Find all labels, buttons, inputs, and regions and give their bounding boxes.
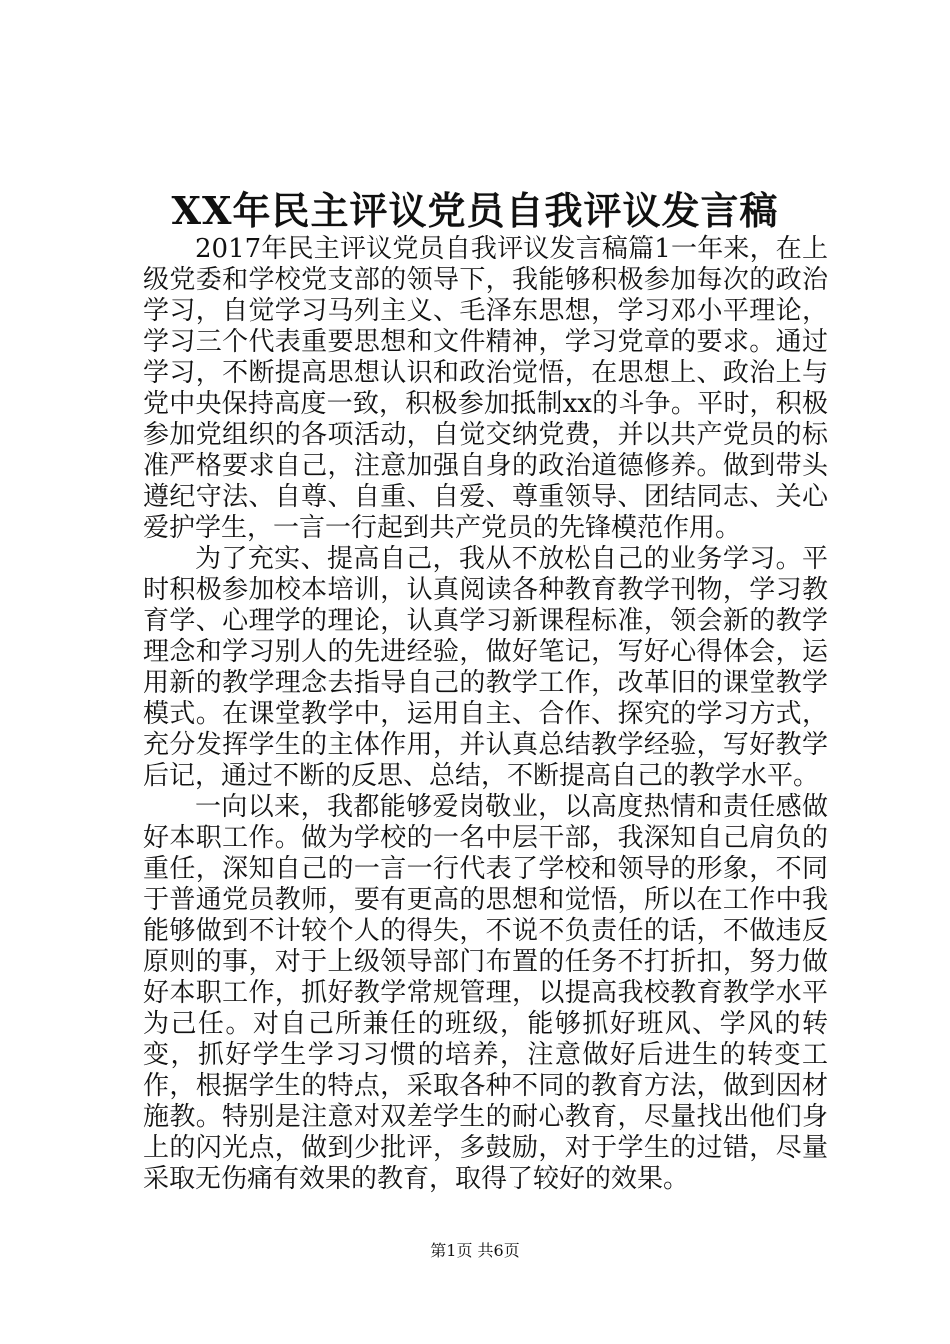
document-title: XX年民主评议党员自我评议发言稿: [171, 188, 779, 233]
paragraph-2: 为了充实、提高自己，我从不放松自己的业务学习。平时积极参加校本培训，认真阅读各种教育教学刊物，学习教育学、心理学的理论，认真学习新课程标准，领会新的教学理念和学习别人的先进经验，做好笔记，写好心得体会，运用新的教学理念去指导自己的教学工作，改革旧的课堂教学模式。在课堂教学中，运用自主、合作、探究的学习方式，充分发挥学生的主体作用，并认真总结教学经验，写好教学后记，通过不断的反思、总结，不断提高自己的教学水平。: [143, 544, 828, 791]
paragraph-3: 一向以来，我都能够爱岗敬业，以高度热情和责任感做好本职工作。做为学校的一名中层干部，我深知自己肩负的重任，深知自己的一言一行代表了学校和领导的形象，不同于普通党员教师，要有更高的思想和觉悟，所以在工作中我能够做到不计较个人的得失，不说不负责任的话，不做违反原则的事，对于上级领导部门布置的任务不打折扣，努力做好本职工作，抓好教学常规管理，以提高我校教育教学水平为己任。对自己所兼任的班级，能够抓好班风、学风的转变，抓好学生学习习惯的培养，注意做好后进生的转变工作，根据学生的特点，采取各种不同的教育方法，做到因材施教。特别是注意对双差学生的耐心教育，尽量找出他们身上的闪光点，做到少批评，多鼓励，对于学生的过错，尽量采取无伤痛有效果的教育，取得了较好的效果。: [143, 792, 828, 1194]
paragraph-1: 2017年民主评议党员自我评议发言稿篇1一年来，在上级党委和学校党支部的领导下，我能够积极参加每次的政治学习，自觉学习马列主义、毛泽东思想，学习邓小平理论，学习三个代表重要思想和文件精神，学习党章的要求。通过学习，不断提高思想认识和政治觉悟，在思想上、政治上与党中央保持高度一致，积极参加抵制xx的斗争。平时，积极参加党组织的各项活动，自觉交纳党费，并以共产党员的标准严格要求自己，注意加强自身的政治道德修养。做到带头遵纪守法、自尊、自重、自爱、尊重领导、团结同志、关心爱护学生，一言一行起到共产党员的先锋模范作用。: [143, 234, 828, 543]
page-number-footer: 第1页 共6页: [430, 1241, 520, 1260]
document-body: [143, 234, 828, 1195]
